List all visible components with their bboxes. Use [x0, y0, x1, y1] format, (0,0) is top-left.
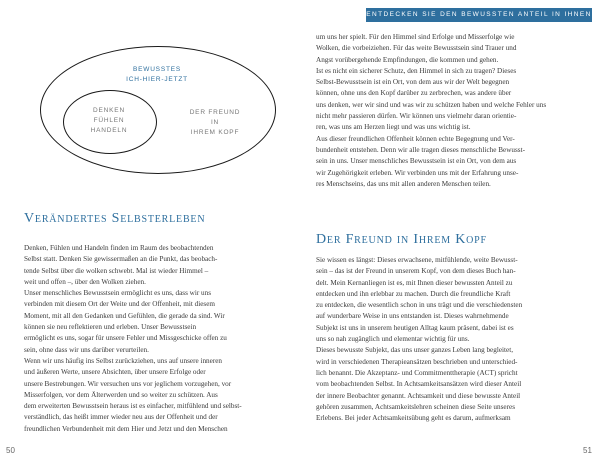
text-line: Wenn wir uns häufig ins Selbst zurückziehen, uns auf unsere inneren — [24, 356, 223, 365]
text-line: verbinden mit diesem Ort der Weite und der Offenheit, mit diesem — [24, 300, 215, 309]
text-line: vom beobachtenden Selbst. In Achtsamkeitsansätzen wird dieser Anteil — [316, 380, 522, 389]
text-line: dem erweiterten Bewusstsein heraus ist es einfacher, mitfühlend und selbst- — [24, 402, 242, 411]
text-line: nicht mehr passieren dürfen. Wir können uns vielmehr daran orientie- — [316, 112, 517, 121]
right-body-text-bottom — [316, 255, 581, 424]
section-heading-right: Der Freund in Ihrem Kopf — [316, 232, 487, 247]
text-line: um uns her spielt. Für den Himmel sind Erfolge und Misserfolge wie — [316, 33, 515, 41]
text-line: und äußeren Werte, unsere Absichten, über unsere Erfolge oder — [24, 368, 206, 377]
text-line: können sie neu reflektieren und erleben. Unser Bewusstsein — [24, 323, 197, 332]
text-line: Sie wissen es längst: Dieses erwachsene, mitfühlende, weite Bewusst- — [316, 256, 518, 264]
text-line: können, ohne uns den Kopf darüber zu zerbrechen, was andere über — [316, 89, 512, 98]
text-line: zu entdecken, die wesentlich schon in uns trägt und die verschiedensten — [316, 301, 523, 310]
text-line: Misserfolgen, vor dem Älterwerden und so weiter zu schützen. Aus — [24, 390, 218, 399]
outer-ellipse-label: BEWUSSTES ICH-HIER-JETZT — [126, 66, 188, 83]
text-line: gehören zusammen, Achtsamkeitslehren scheinen diese Seite unseres — [316, 402, 515, 411]
text-line: freundlichen Verbundenheit mit dem Hier und Jetzt und den Menschen — [24, 424, 228, 433]
text-line: Wolken, die vorbeiziehen. Für das weite Bewusstsein sind Trauer und — [316, 44, 517, 53]
text-line: ren, was uns am Herzen liegt und was uns wichtig ist. — [316, 123, 471, 132]
text-line: uns so nah zugänglich und elementar wichtig für uns. — [316, 335, 470, 344]
text-line: wir Zugehörigkeit erleben. Wir verbinden uns mit der Erfahrung unse- — [316, 168, 519, 177]
text-line: Subjekt ist uns in unserem heutigen Alltag kaum präsent, dabei ist es — [316, 323, 514, 332]
page-number-left: 50 — [6, 446, 15, 455]
text-line: Denken, Fühlen und Handeln finden im Raum des beobachtenden — [24, 244, 214, 252]
text-line: Angst vorübergehende Empfindungen, die kommen und gehen. — [316, 55, 499, 64]
left-body-text — [24, 243, 279, 435]
text-line: entdecken und ihn erlebbar zu machen. Durch die freundliche Kraft — [316, 289, 511, 298]
text-line: Selbst-Bewusstsein ist ein Ort, von dem aus wir der Welt begegnen — [316, 78, 510, 87]
text-line: ermöglicht es uns, sogar für unsere Fehler und Missgeschicke offen zu — [24, 334, 227, 343]
text-line: Aus dieser freundlichen Offenheit können echte Begegnung und Ver- — [316, 134, 515, 143]
text-line: verständlich, das heißt immer wieder neu aus der Offenheit und der — [24, 413, 218, 422]
text-line: delt. Mein Kernanliegen ist es, mit Ihnen dieser bewussten Anteil zu — [316, 278, 513, 287]
text-line: lich benannt. Die Akzeptanz- und Commitmenttherapie (ACT) spricht — [316, 368, 518, 377]
page-number-right: 51 — [583, 446, 592, 455]
text-line: tende Selbst über die wolken schwebt. Mal ist wieder Himmel – — [24, 266, 209, 275]
text-line: wird in verschiedenen Therapieansätzen beschrieben und unterschied- — [316, 357, 518, 366]
text-line: Selbst statt. Denken Sie gewissermaßen an die Punkt, das beobach- — [24, 255, 218, 264]
inner-ellipse-label: DENKEN FÜHLEN HANDELN — [90, 107, 128, 134]
text-line: Ist es nicht ein sicherer Schutz, den Himmel in sich zu tragen? Dieses — [316, 66, 517, 75]
friend-label: DER FREUND IN IHREM KOPF — [189, 109, 241, 136]
text-line: bundenheit entstehen. Denn wir alle tragen dieses menschliche Bewusst- — [316, 145, 525, 154]
right-body-text-top — [316, 32, 581, 190]
text-line: sein, ohne dass wir uns darüber verurteilen. — [24, 345, 149, 354]
text-line: unsere Bestrebungen. Wir versuchen uns vor jeglichem vorzugehen, vor — [24, 379, 232, 388]
text-line: Dieses bewusste Subjekt, das uns unser ganzes Leben lang begleitet, — [316, 346, 514, 355]
text-line: sein in uns. Unser menschliches Bewusstsein ist ein Ort, von dem aus — [316, 157, 517, 166]
text-line: Unser menschliches Bewusstsein ermöglicht es uns, dass wir uns — [24, 289, 212, 298]
text-line: weit und offen –, über den Wolken ziehen. — [24, 277, 146, 286]
text-line: Erlebens. Bei jeder Achtsamkeitsübung geht es darum, aufmerksam — [316, 414, 511, 423]
consciousness-diagram — [40, 46, 276, 176]
running-header: ENTDECKEN SIE DEN BEWUSSTEN ANTEIL IN IHNEN — [366, 8, 592, 22]
text-line: res Menschseins, das uns mit allen anderen Menschen teilen. — [316, 179, 491, 188]
text-line: sein – das ist der Freund in unserem Kopf, von dem dieses Buch han- — [316, 267, 516, 276]
section-heading-left: Verändertes Selbsterleben — [24, 211, 206, 226]
text-line: Moment, mit all den Gedanken und Gefühlen, die gerade da sind. Wir — [24, 311, 225, 320]
text-line: der innere Beobachter genannt. Achtsamkeit und diese bewusste Anteil — [316, 391, 521, 400]
text-line: uns denken, wer wir sind und was wir zu schützen haben und welche Fehler uns — [316, 100, 547, 109]
text-line: auf wunderbare Weise in uns entstanden ist. Dieses wahrnehmende — [316, 312, 509, 321]
